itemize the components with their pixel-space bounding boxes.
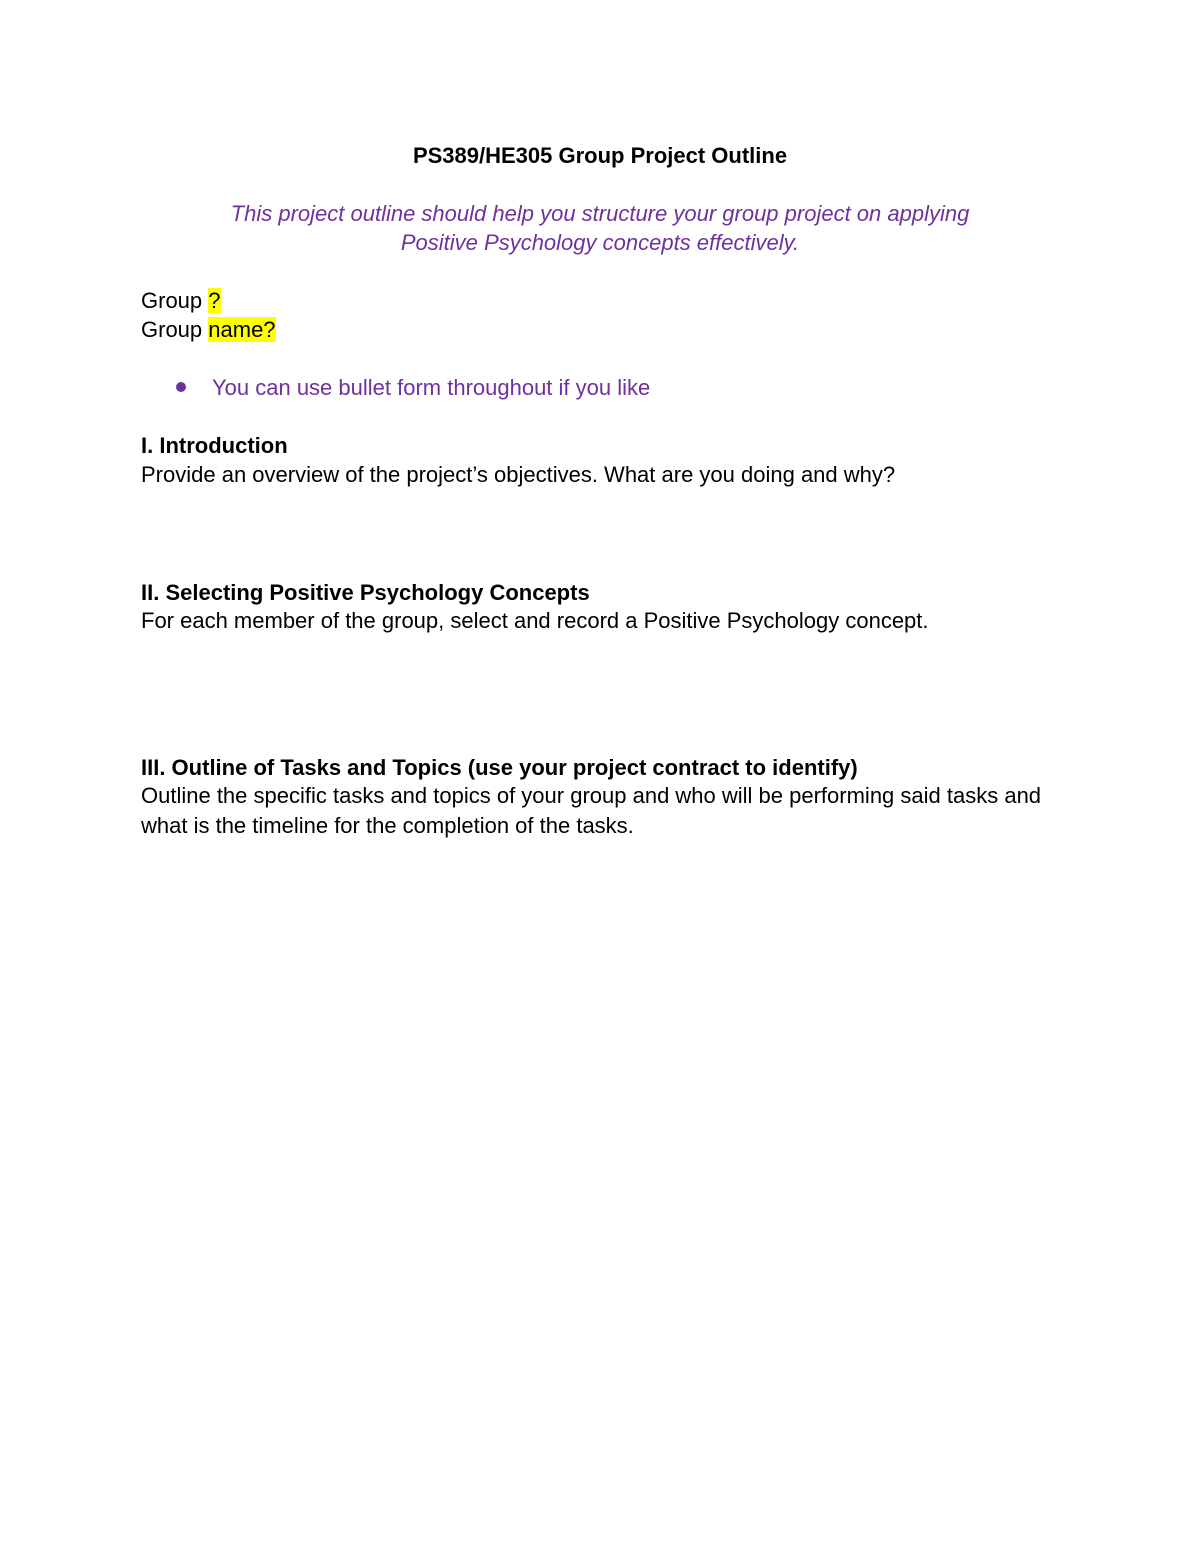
subtitle-line-2: Positive Psychology concepts effectively. [400, 230, 800, 255]
group-name-placeholder: name? [208, 317, 276, 342]
group-name-label: Group [141, 317, 209, 342]
section-heading-concepts: II. Selecting Positive Psychology Concepts [141, 580, 590, 605]
section-body-concepts: For each member of the group, select and record a Positive Psychology concept. [141, 608, 929, 633]
group-value-placeholder: ? [208, 288, 221, 313]
group-number-line [141, 286, 221, 315]
group-label: Group [141, 288, 209, 313]
section-heading-introduction: I. Introduction [141, 433, 288, 458]
section-heading-tasks: III. Outline of Tasks and Topics (use your project contract to identify) [141, 755, 858, 780]
section-body-introduction: Provide an overview of the project’s objectives. What are you doing and why? [141, 462, 896, 487]
subtitle-line-1: This project outline should help you structure your group project on applying [230, 201, 970, 226]
document-title: PS389/HE305 Group Project Outline [412, 143, 788, 168]
section-body-tasks: Outline the specific tasks and topics of your group and who will be performing said tasks and what is the timeline for the completion of the tasks. [141, 783, 1042, 838]
group-name-line [141, 315, 276, 344]
document-subtitle [180, 199, 1020, 257]
bullet-text: You can use bullet form throughout if you like [212, 375, 651, 400]
bullet-dot-icon [176, 382, 186, 392]
